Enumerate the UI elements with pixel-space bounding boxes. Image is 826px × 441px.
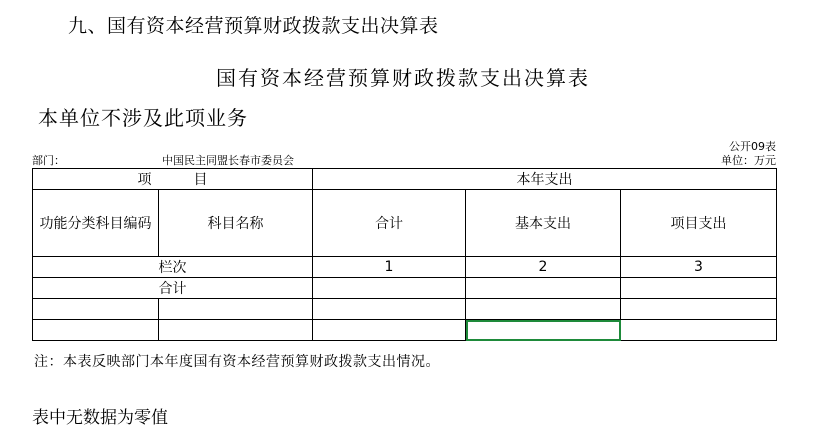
header-subject-name: 科目名称 [159, 190, 313, 257]
unit-label: 单位：万元 [721, 154, 776, 167]
table-cell [313, 299, 466, 320]
form-code: 公开09表 [729, 140, 776, 153]
selected-cell [466, 320, 621, 341]
header-func-code: 功能分类科目编码 [33, 190, 159, 257]
table-cell [466, 299, 621, 320]
header-basic: 基本支出 [466, 190, 621, 257]
spreadsheet-image [30, 52, 776, 382]
sum-row-label: 合计 [33, 278, 313, 299]
column-index-1: 1 [313, 257, 466, 278]
footer-text: 表中无数据为零值 [32, 408, 168, 428]
header-project: 项目支出 [621, 190, 777, 257]
table-cell [159, 299, 313, 320]
table-note: 注：本表反映部门本年度国有资本经营预算财政拨款支出情况。 [34, 354, 440, 370]
section-heading: 九、国有资本经营预算财政拨款支出决算表 [68, 15, 439, 37]
header-total: 合计 [313, 190, 466, 257]
department-name: 中国民主同盟长春市委员会 [162, 154, 294, 167]
table-title: 国有资本经营预算财政拨款支出决算表 [216, 66, 590, 90]
table-cell [33, 320, 159, 341]
table-cell [33, 299, 159, 320]
no-business-notice: 本单位不涉及此项业务 [38, 106, 248, 130]
column-index-label: 栏次 [33, 257, 313, 278]
column-index-3: 3 [621, 257, 777, 278]
table-cell [621, 320, 777, 341]
header-item: 项 目 [33, 169, 313, 190]
header-current-year: 本年支出 [313, 169, 777, 190]
table-cell [621, 299, 777, 320]
sum-project-cell [621, 278, 777, 299]
table-cell [313, 320, 466, 341]
department-label: 部门： [32, 154, 65, 167]
sum-total-cell [313, 278, 466, 299]
sum-basic-cell [466, 278, 621, 299]
table-cell [159, 320, 313, 341]
column-index-2: 2 [466, 257, 621, 278]
expenditure-table [32, 168, 777, 341]
